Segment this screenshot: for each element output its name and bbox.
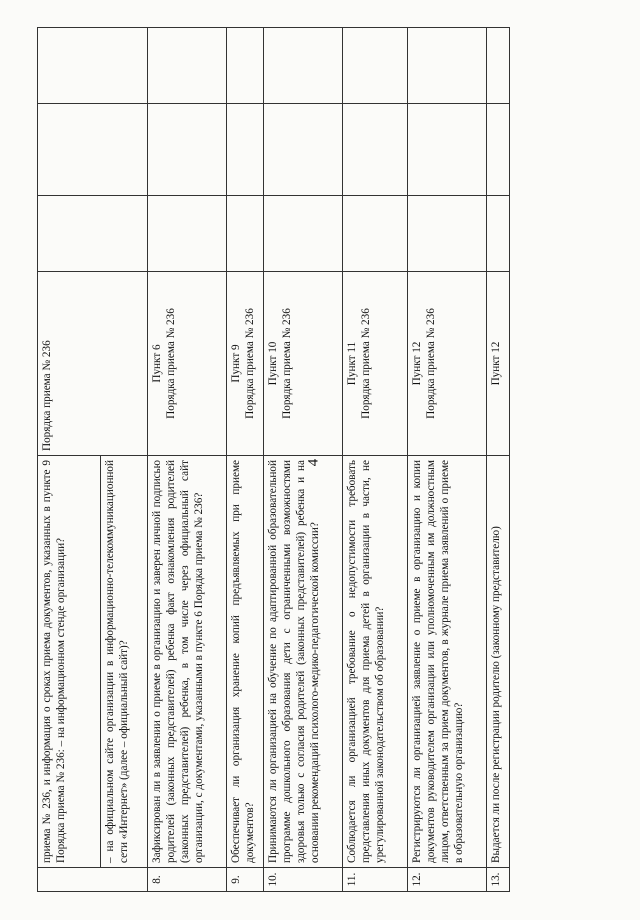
reference-cell	[227, 272, 264, 456]
checklist-table	[37, 27, 510, 892]
checklist-table-wrapper	[37, 28, 583, 892]
question-cell: Зафиксирован ли в заявлении о приеме в организацию и заверен личной подписью родителей (законных представителей) ребенка факт ознакомления родителей (законных представителей) ребенка, в том числе через официальный сайт организации, с документами, указанными в пункте 6 Порядка приема № 236?	[148, 456, 227, 868]
reference-cell: Порядка приема № 236	[38, 272, 148, 456]
answer-cell-1	[227, 196, 264, 272]
reference-item: Пункт 11	[346, 341, 358, 386]
table-row	[487, 28, 510, 892]
row-number-cell: 9.	[227, 868, 264, 892]
reference-item: Пункт 6	[151, 344, 163, 383]
row-number-cell: 12.	[408, 868, 487, 892]
reference-document: Порядка приема № 236	[165, 308, 177, 419]
answer-cell-3	[264, 28, 343, 104]
reference-cell	[148, 272, 227, 456]
reference-item: Пункт 10	[267, 341, 279, 386]
table-row	[227, 28, 264, 892]
answer-cell-3	[487, 28, 510, 104]
answer-cell-2	[487, 104, 510, 196]
answer-cell-2	[38, 104, 148, 196]
reference-cell	[264, 272, 343, 456]
answer-cell-2	[264, 104, 343, 196]
answer-cell-3	[148, 28, 227, 104]
answer-cell-2	[343, 104, 408, 196]
question-cell: Обеспечивает ли организация хранение копий предъявляемых при приеме документов?	[227, 456, 264, 868]
answer-cell-3	[38, 28, 148, 104]
reference-cell	[408, 272, 487, 456]
reference-item: Пункт 12	[411, 341, 423, 386]
answer-cell-1	[343, 196, 408, 272]
answer-cell-1	[148, 196, 227, 272]
reference-document: Порядка приема № 236	[425, 308, 437, 419]
answer-cell-2	[408, 104, 487, 196]
reference-document: Порядка приема № 236	[244, 308, 256, 419]
table-row	[343, 28, 408, 892]
question-cell: Соблюдается ли организацией требование о недопустимости требовать представления иных документов для приема детей в организации в части, не урегулированной законодательством об образовании?	[343, 456, 408, 868]
answer-cell-1	[408, 196, 487, 272]
reference-document: Порядка приема № 236	[360, 308, 372, 419]
answer-cell-3	[227, 28, 264, 104]
question-cell: – на официальном сайте организации в информационно-телекоммуникационной сети «Интернет» (далее – официальный сайт)?	[101, 456, 148, 868]
row-number-cell	[38, 868, 148, 892]
page-number: 4	[305, 458, 322, 467]
answer-cell-1	[487, 196, 510, 272]
reference-cell	[343, 272, 408, 456]
answer-cell-2	[148, 104, 227, 196]
question-cell: Регистрируются ли организацией заявление о приеме в организацию и копии документов руководителем организации или уполномоченным им должностным лицом, ответственным за прием документов, в журнале приема заявлений о приеме в образовательную организацию?	[408, 456, 487, 868]
question-cell: Выдается ли после регистрации родителю (законному представителю)	[487, 456, 510, 868]
question-cell: приема № 236, и информация о сроках приема документов, указанных в пункте 9 Порядка приема № 236: – на информационном стенде организации?	[38, 456, 101, 868]
row-number-cell: 11.	[343, 868, 408, 892]
table-row	[408, 28, 487, 892]
answer-cell-1	[264, 196, 343, 272]
reference-document: Порядка приема № 236	[281, 308, 293, 419]
table-row	[264, 28, 343, 892]
answer-cell-1	[38, 196, 148, 272]
row-number-cell: 10.	[264, 868, 343, 892]
reference-item: Пункт 9	[230, 344, 242, 383]
table-row	[148, 28, 227, 892]
question-cell: Принимаются ли организацией на обучение по адаптированной образовательной программе дошкольного образования дети с ограниченными возможностями здоровья только с согласия родителей (законных представителей) ребенка и на основании рекомендаций психолого-медико-педагогической комиссии?	[264, 456, 343, 868]
table-row	[38, 28, 101, 892]
row-number-cell: 8.	[148, 868, 227, 892]
row-number-cell: 13.	[487, 868, 510, 892]
reference-cell	[487, 272, 510, 456]
reference-item: Пункт 12	[490, 341, 502, 386]
answer-cell-2	[227, 104, 264, 196]
answer-cell-3	[408, 28, 487, 104]
answer-cell-3	[343, 28, 408, 104]
